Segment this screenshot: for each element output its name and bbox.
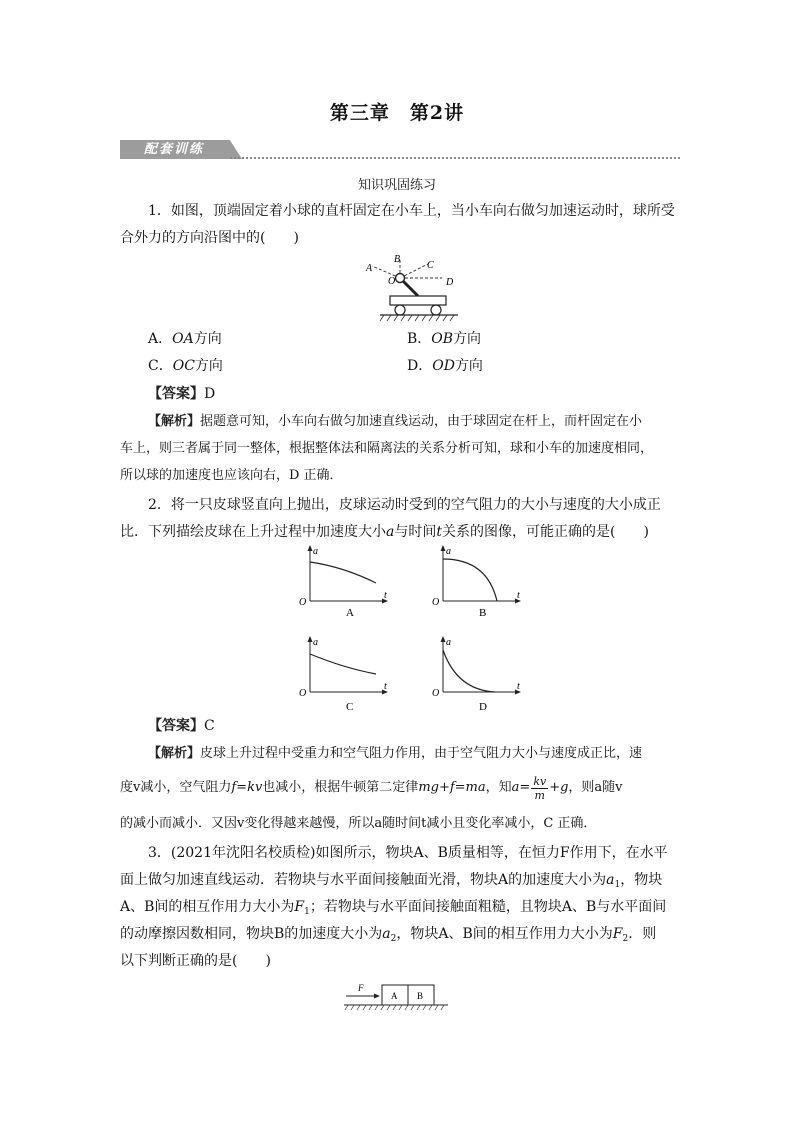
q1-option-D: D．OD方向 (407, 358, 483, 374)
banner-divider (230, 157, 680, 159)
q3-stem-line4: 的动摩擦因数相同，物块B的加速度大小为$a_2$，物块A、B间的相互作用力大小为$F_2$．则 (120, 926, 657, 944)
q2-graph-C-label: C (346, 701, 354, 713)
q1-ground-hatch (380, 315, 454, 321)
q1-stem-line1: 1．如图，顶端固定着小球的直杆固定在小车上，当小车向右做匀加速运动时，球所受 (148, 203, 675, 219)
q1-label-B: B (394, 254, 401, 265)
q2-graph-D-y-arrow (441, 636, 446, 642)
q3-ground-hatch (345, 1005, 444, 1010)
q2-graph-D-t-label: t (517, 681, 520, 692)
section-banner (120, 140, 680, 160)
q2-graph-C-origin: O (299, 688, 307, 699)
q1-stem-line2: 合外力的方向沿图中的( ) (120, 230, 299, 246)
q3-stem-line1: 3．(2021年沈阳名校质检)如图所示，物块A、B质量相等，在恒力F作用下，在水平 (148, 845, 668, 861)
q3-label-B: B (417, 991, 424, 1001)
q2-graph-B-a-label: a (446, 546, 451, 557)
q2-graph-A-a-label: a (313, 546, 318, 557)
q2-fraction: $\frac{kv}{m}$ (533, 774, 547, 802)
q2-graph-D-label: D (479, 701, 487, 713)
q2-graph-D-origin: O (432, 688, 440, 699)
q2-graph-B-label: B (479, 607, 487, 618)
q1-wheel-right (431, 305, 441, 315)
q1-analysis-line3: 所以球的加速度也应该向右，D 正确． (120, 468, 343, 483)
q2-graph-C-curve (310, 654, 376, 674)
q1-ball (396, 274, 405, 283)
q3-stem-line2: 面上做匀加速直线运动．若物块与水平面间接触面光滑，物块A的加速度大小为$a_1$，物块 (120, 872, 663, 890)
q2-graph-C-y-arrow (308, 636, 313, 642)
q2-graph-D (427, 634, 537, 714)
q2-graph-A-label: A (346, 607, 354, 618)
q2-graph-B-curve (443, 559, 497, 601)
q2-graph-C-t-label: t (384, 681, 387, 692)
page-title: 第三章 第2讲 (329, 102, 465, 124)
q3-force-arrowhead (374, 994, 380, 999)
q2-graph-D-a-label: a (446, 637, 451, 648)
q2-graph-A-curve (310, 562, 376, 583)
q2-graph-B (427, 543, 537, 618)
q2-graph-C (294, 634, 404, 714)
q2-graph-A-y-arrow (308, 545, 313, 551)
q1-analysis-line2: 车上，则三者属于同一整体，根据整体法和隔离法的关系分析可知，球和小车的加速度相同， (120, 441, 654, 456)
q3-stem-line5: 以下判断正确的是( ) (120, 953, 271, 969)
q1-label-O: O (388, 276, 396, 287)
q2-analysis-line3: 的减小而减小．又因v变化得越来越慢，所以a随时间t减小且变化率减小，C 正确． (120, 816, 597, 831)
q2-analysis-line1: 【解析】皮球上升过程中受重力和空气阻力作用，由于空气阻力大小与速度成正比，速 (148, 746, 643, 761)
q1-analysis-line1: 【解析】据题意可知，小车向右做匀加速直线运动，由于球固定在杆上，而杆固定在小 (148, 414, 643, 429)
q2-answer: 【答案】C (148, 718, 215, 734)
q1-answer: 【答案】D (148, 386, 216, 402)
q2-analysis-line2: 度v减小，空气阻力 f=kv 也减小，根据牛顿第二定律 mg+f=ma ，知 a= $\frac{kv}{m}$ +g ，则a随v (120, 774, 623, 802)
q3-stem-line3: A、B间的相互作用力大小为$F_1$；若物块与水平面间接触面粗糙，且物块A、B与水平面间 (120, 899, 667, 917)
q1-cart-body (390, 296, 446, 305)
q2-graph-A-t-label: t (384, 590, 387, 601)
q1-option-B: B．OB方向 (407, 331, 482, 347)
q2-graph-B-y-arrow (441, 545, 446, 551)
q2-stem-line1: 2．将一只皮球竖直向上抛出，皮球运动时受到的空气阻力的大小与速度的大小成正 (148, 497, 661, 513)
q1-figure (360, 248, 470, 326)
q1-wheel-left (395, 305, 405, 315)
q3-label-A: A (391, 991, 398, 1001)
q2-stem-line2: 比．下列描绘皮球在上升过程中加速度大小a与时间t关系的图像，可能正确的是( ) (120, 524, 649, 540)
banner-text: 配套训练 (143, 142, 204, 157)
section-heading: 知识巩固练习 (357, 178, 436, 193)
q1-label-D: D (446, 277, 454, 288)
q1-label-C: C (427, 260, 434, 271)
q2-graph-D-curve (443, 650, 495, 692)
q2-graph-A (294, 543, 404, 618)
q2-graph-C-a-label: a (313, 637, 318, 648)
q2-graph-B-origin: O (432, 597, 440, 608)
q2-graph-B-t-label: t (517, 590, 520, 601)
q1-option-C: C．OC方向 (148, 358, 223, 374)
q1-label-A: A (366, 263, 373, 274)
q3-figure (342, 980, 452, 1014)
q1-option-A: A．OA方向 (148, 331, 222, 347)
q2-graph-A-origin: O (299, 597, 307, 608)
q3-label-F: F (358, 983, 364, 993)
